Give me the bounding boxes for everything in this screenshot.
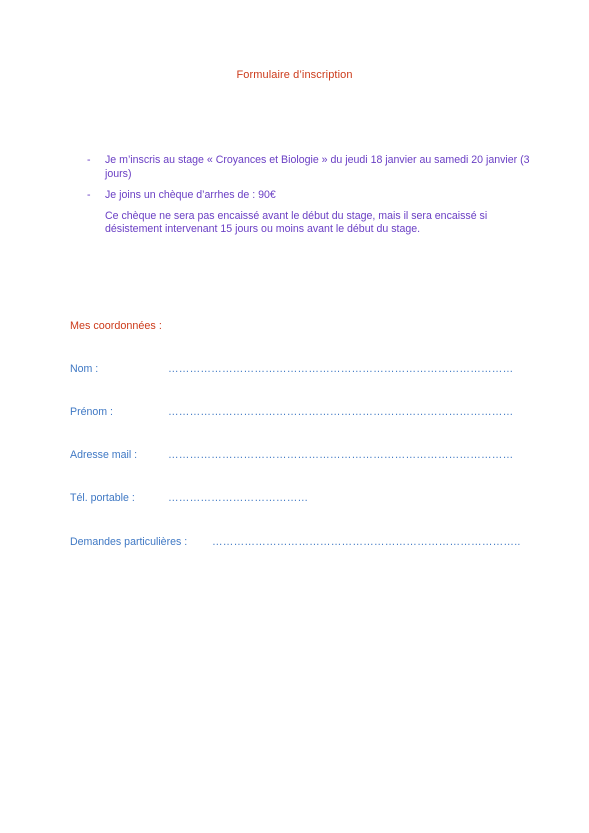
field-label: Tél. portable : bbox=[70, 492, 135, 504]
field-dotted-line[interactable]: ………………………………………………………………………….. bbox=[212, 536, 521, 548]
field-dotted-line[interactable]: …………………………………………………………………………………… bbox=[168, 406, 514, 418]
section-title-contact: Mes coordonnées : bbox=[70, 320, 162, 332]
bullet-list bbox=[87, 154, 547, 245]
form-title: Formulaire d’inscription bbox=[236, 69, 353, 81]
field-dotted-line[interactable]: …………………………………………………………………………………… bbox=[168, 363, 514, 375]
field-label: Adresse mail : bbox=[70, 449, 138, 461]
bullet-dash: - bbox=[87, 154, 91, 166]
bullet-text: Je joins un chèque d’arrhes de : 90€ bbox=[105, 189, 276, 201]
field-label: Nom : bbox=[70, 363, 99, 375]
bullet-item-deposit bbox=[87, 189, 547, 237]
field-dotted-line[interactable]: ………………………………… bbox=[168, 492, 309, 504]
field-label: Prénom : bbox=[70, 406, 113, 418]
deposit-note: Ce chèque ne sera pas encaissé avant le début du stage, mais il sera encaissé si désistement intervenant 15 jours ou moins avant le début du stage. bbox=[105, 209, 488, 235]
field-dotted-line[interactable]: …………………………………………………………………………………… bbox=[168, 449, 514, 461]
bullet-item-registration bbox=[87, 154, 547, 181]
field-label: Demandes particulières : bbox=[70, 536, 188, 548]
bullet-dash: - bbox=[87, 189, 91, 201]
bullet-text: Je m’inscris au stage « Croyances et Biologie » du jeudi 18 janvier au samedi 20 janvier (3 jours) bbox=[105, 154, 530, 180]
